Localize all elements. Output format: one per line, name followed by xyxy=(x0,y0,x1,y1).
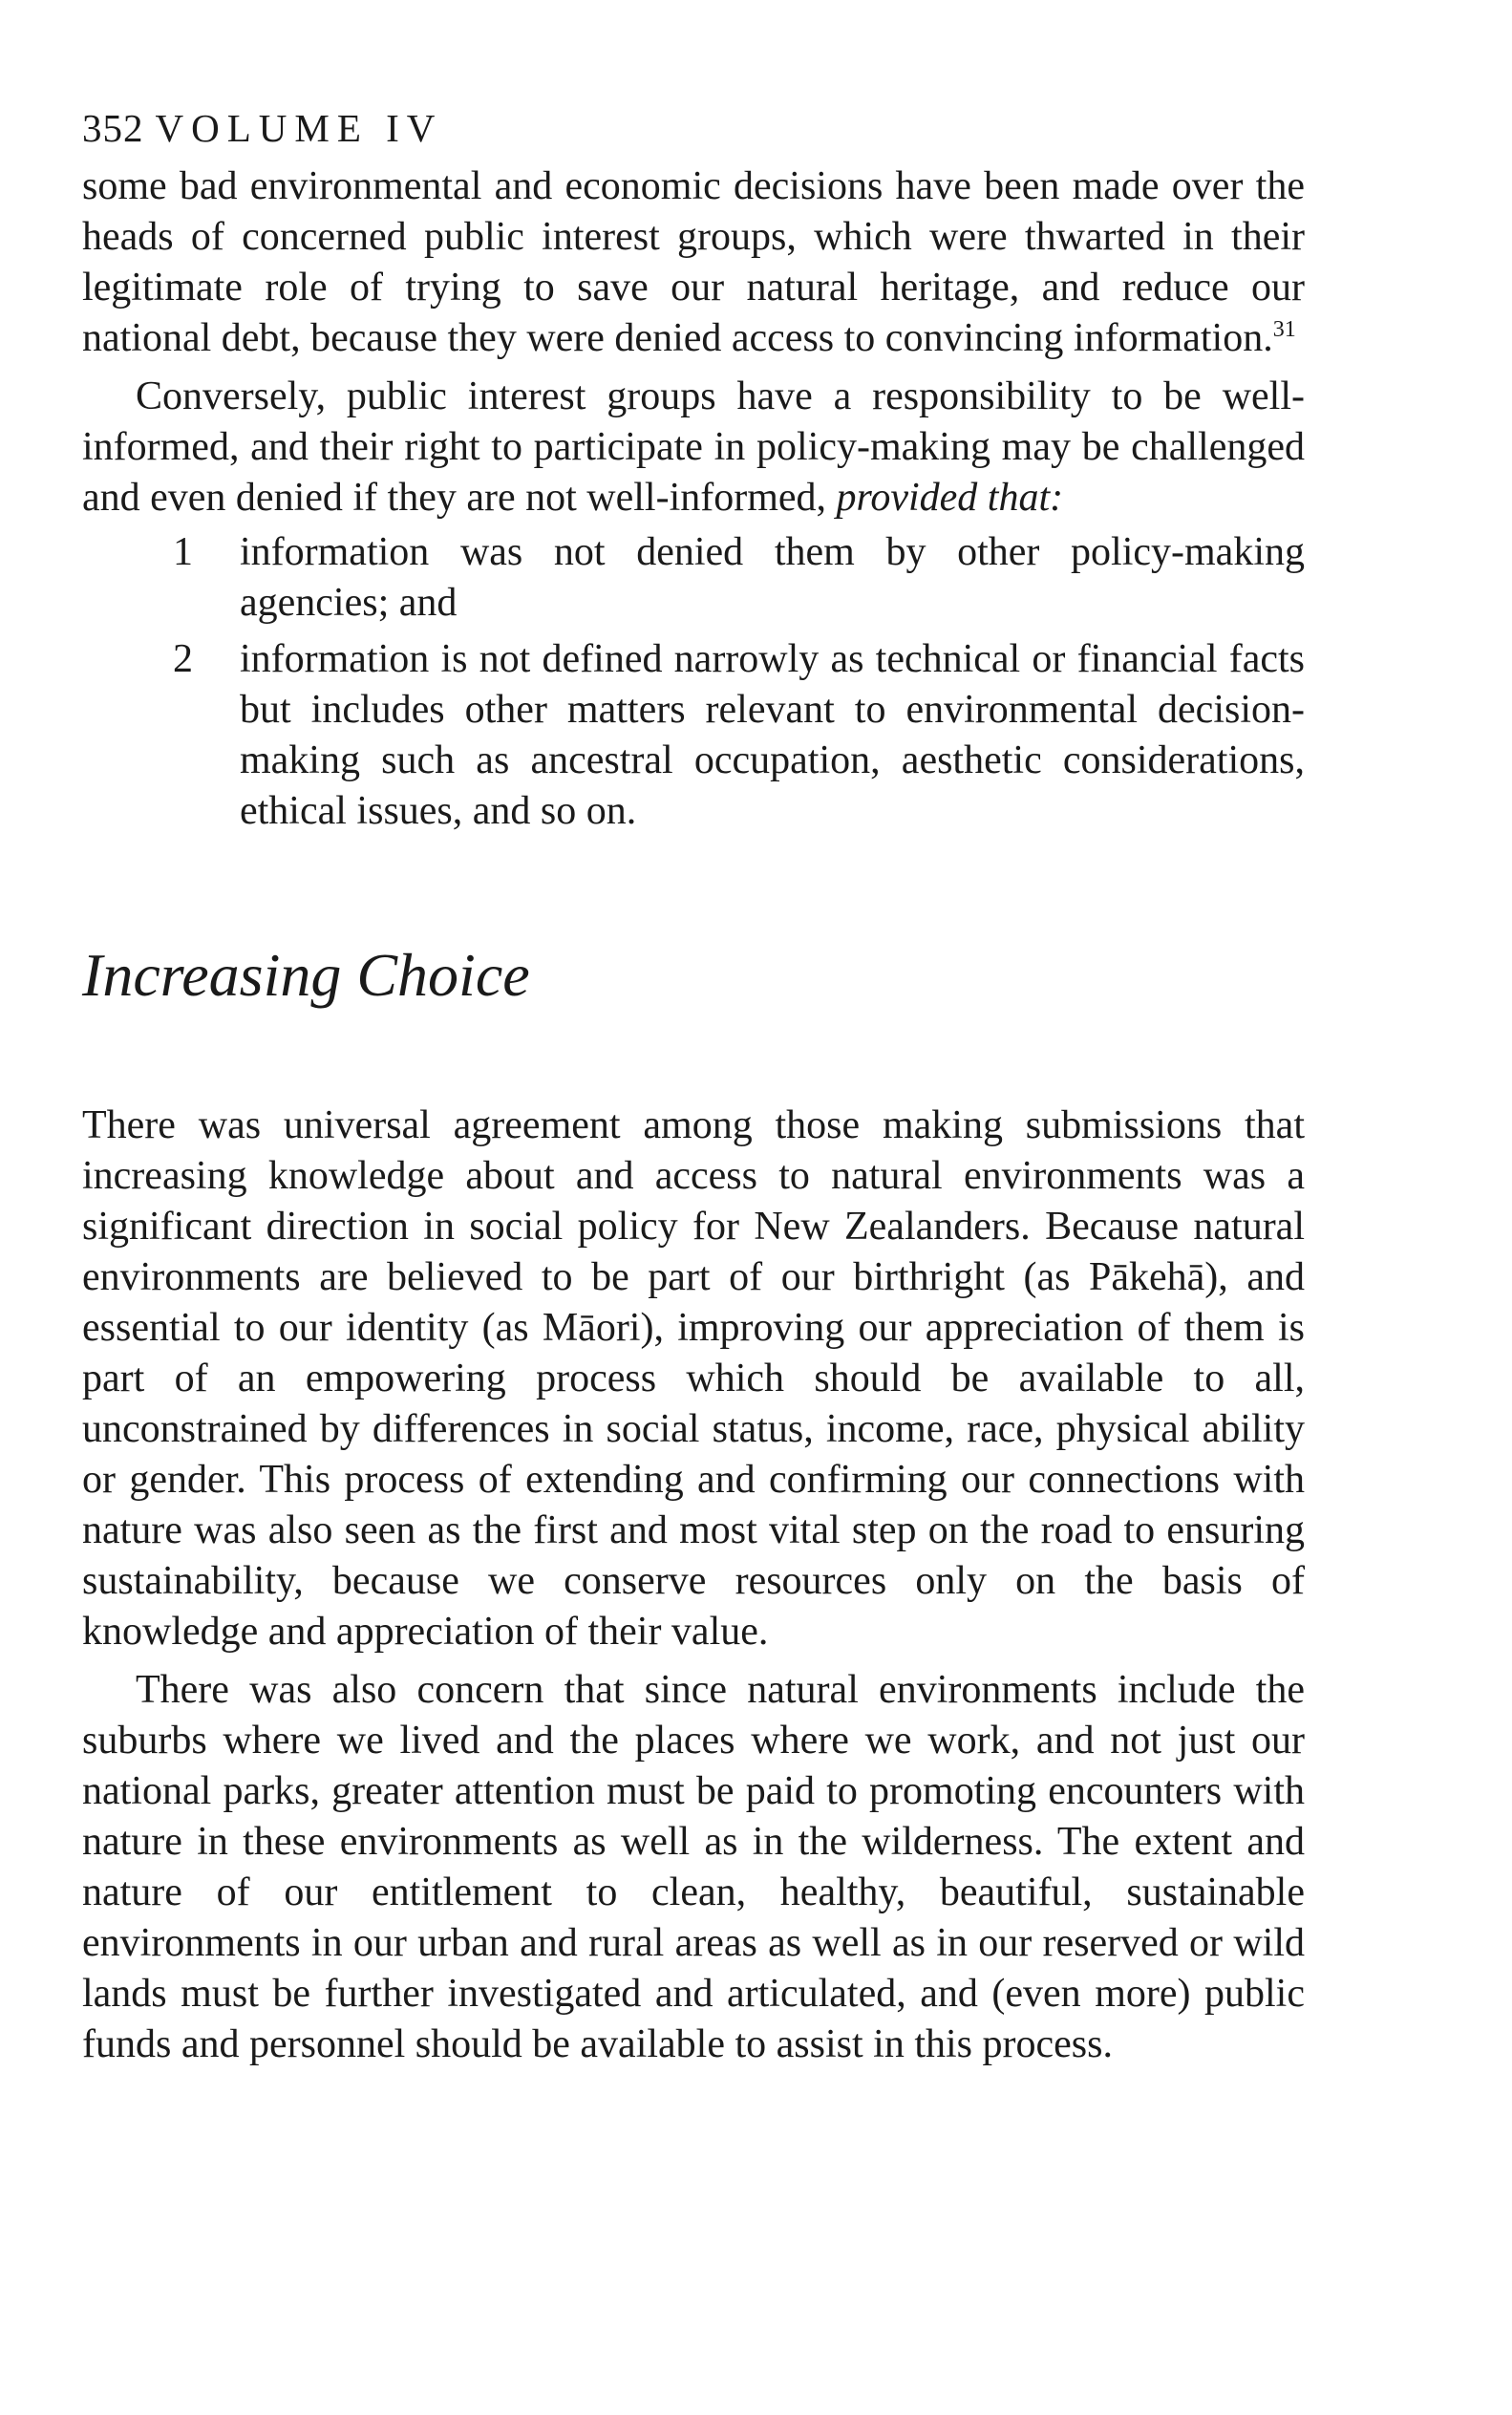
list-item-text: information is not defined narrowly as technical or financial facts but includes other matters relevant to environmental decision-making such as ancestral occupation, aesthetic considerations, ethical issues, and so on. xyxy=(240,637,1305,834)
paragraph-conversely xyxy=(82,372,1305,524)
list-item-text: information was not denied them by other policy-making agencies; and xyxy=(240,530,1305,626)
list-number: 1 xyxy=(173,530,193,575)
list-item xyxy=(82,634,1305,837)
paragraph-text: Conversely, public interest groups have a responsibility to be well-informed, and their right to participate in policy-making may be challenged and even denied if they are not well-informed, xyxy=(82,374,1305,521)
list-item xyxy=(82,527,1305,629)
page-number: 352 xyxy=(82,106,144,150)
paragraph-concern: There was also concern that since natural environments include the suburbs where we lived and the places where we work, and not just our national parks, greater attention must be paid to promoting encounters with nature in these environments as well as in the wilderness. The extent and nature of our entitlement to clean, healthy, beautiful, sustainable environments in our urban and rural areas as well as in our reserved or wild lands must be further investigated and articulated, and (even more) public funds and personnel should be available to assist in this process. xyxy=(82,1667,1305,2066)
emphasis-text: provided that: xyxy=(836,476,1064,521)
volume-label: VOLUME IV xyxy=(155,106,443,150)
list-number: 2 xyxy=(173,637,193,682)
paragraph-universal-agreement: There was universal agreement among those making submissions that increasing knowledge about and access to natural environments was a significant direction in social policy for New Zealanders. Because natural environments are believed to be part of our birthright (as Pākehā), and essential to our identity (as Māori), improving our appreciation of them is part of an empowering process which should be available to all, unconstrained by differences in social status, income, race, physical ability or gender. This process of extending and confirming our connections with nature was also seen as the first and most vital step on the road to ensuring sustainability, because we conserve resources only on the basis of knowledge and appreciation of their value. xyxy=(82,1102,1305,1654)
book-page xyxy=(82,105,1305,2070)
footnote-ref: 31 xyxy=(1272,317,1296,343)
paragraph-text: some bad environmental and economic decisions have been made over the heads of concerned public interest groups, which were thwarted in their legitimate role of trying to save our natural heritage, and reduce our national debt, because they were denied access to convincing information. xyxy=(82,164,1305,361)
paragraph-continued xyxy=(82,161,1305,364)
conditions-list xyxy=(82,527,1305,837)
running-head xyxy=(82,105,1305,152)
section-heading: Increasing Choice xyxy=(82,941,530,1010)
